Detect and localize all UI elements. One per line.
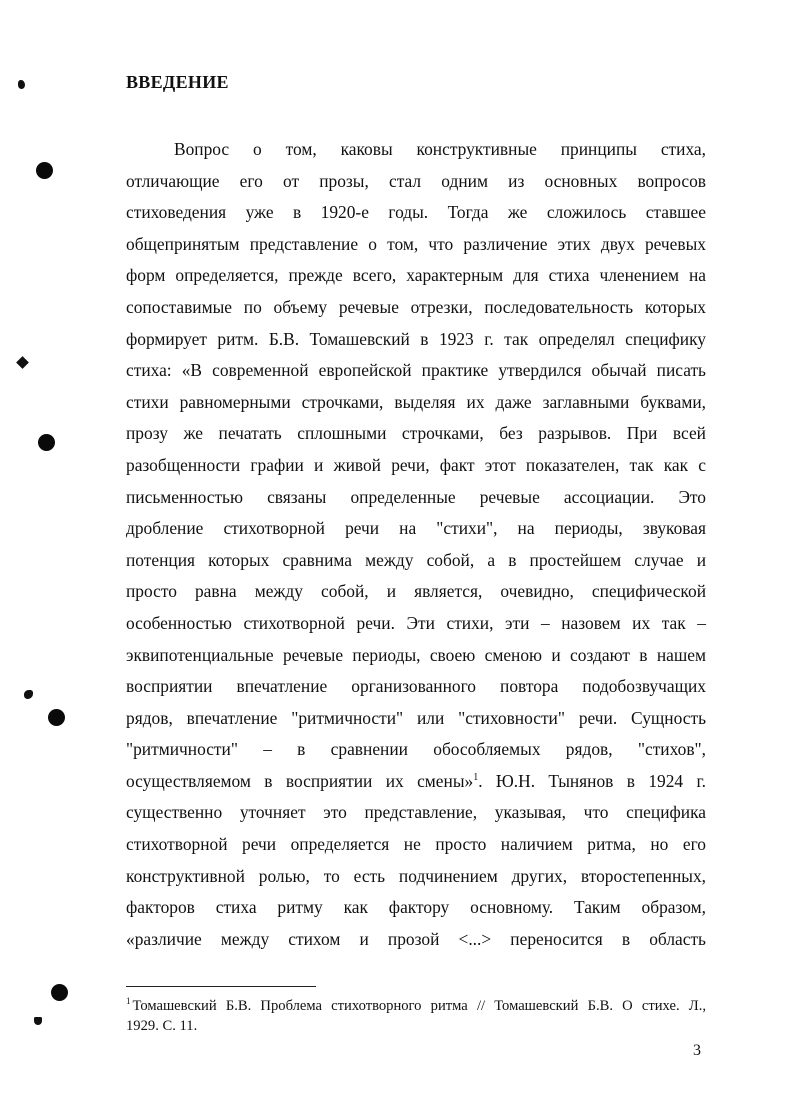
- footnote-reference-line: [126, 766, 706, 798]
- body-line: эквипотенциальные речевые периоды, своею сменою и создают в нашем: [126, 644, 706, 665]
- body-line: "ритмичности" – в сравнении обособляемых рядов, "стихов",: [126, 739, 706, 760]
- body-line: просто равна между собой, и является, очевидно, специфической: [126, 581, 706, 602]
- body-line: стихотворной речи определяется не просто наличием ритма, но его: [126, 834, 706, 855]
- scan-speck: [24, 690, 33, 699]
- body-line: конструктивной ролью, то есть подчинением других, второстепенных,: [126, 865, 706, 886]
- body-line: дробление стихотворной речи на "стихи", на периоды, звуковая: [126, 518, 706, 539]
- scan-speck: [34, 1017, 42, 1025]
- body-line: стихи равномерными строчками, выделяя их даже заглавными буквами,: [126, 391, 706, 412]
- body-line: разобщенности графии и живой речи, факт этот показателен, так как с: [126, 454, 706, 475]
- footnote-line: [126, 996, 706, 1016]
- body-line: письменностью связаны определенные речевые ассоциации. Это: [126, 486, 706, 507]
- footnote: [126, 996, 706, 1036]
- body-line: форм определяется, прежде всего, характерным для стиха членением на: [126, 265, 706, 286]
- body-line: стиховедения уже в 1920-е годы. Тогда же сложилось ставшее: [126, 202, 706, 223]
- scan-speck: [18, 80, 25, 89]
- footnote-reference-marker[interactable]: 1: [473, 771, 479, 783]
- footnote-reference-line-start: осуществляемом в восприятии их смены»: [126, 770, 474, 791]
- footnote-text: Томашевский Б.В. Проблема стихотворного ритма // Томашевский Б.В. О стихе. Л.,: [132, 998, 706, 1014]
- body-line: сопоставимые по объему речевые отрезки, последовательность которых: [126, 296, 706, 317]
- section-heading: ВВЕДЕНИЕ: [126, 72, 229, 92]
- body-line: особенностью стихотворной речи. Эти стихи, эти – назовем их так –: [126, 612, 706, 633]
- page-number: 3: [693, 1042, 701, 1059]
- body-text: [126, 134, 706, 955]
- body-line: рядов, впечатление "ритмичности" или "стиховности" речи. Сущность: [126, 707, 706, 728]
- body-line: прозу же печатать сплошными строчками, без разрывов. При всей: [126, 423, 706, 444]
- body-line: факторов стиха ритму как фактору основному. Таким образом,: [126, 897, 706, 918]
- body-line: потенция которых сравнима между собой, а в простейшем случае и: [126, 549, 706, 570]
- body-line: общепринятым представление о том, что различение этих двух речевых: [126, 233, 706, 254]
- body-line: формирует ритм. Б.В. Томашевский в 1923 г. так определял специфику: [126, 328, 706, 349]
- punch-hole: [51, 984, 68, 1001]
- body-line: стиха: «В современной европейской практике утвердился обычай писать: [126, 360, 706, 381]
- body-line: восприятии впечатление организованного повтора подобозвучащих: [126, 676, 706, 697]
- footnote-line-end: 1929. С. 11.: [126, 1018, 198, 1034]
- footnote-separator: [126, 986, 316, 987]
- footnote-marker: 1: [126, 996, 131, 1006]
- body-line: существенно уточняет это представление, указывая, что специфика: [126, 802, 706, 823]
- punch-hole: [48, 709, 65, 726]
- punch-hole: [36, 162, 53, 179]
- body-line: отличающие его от прозы, стал одним из основных вопросов: [126, 170, 706, 191]
- scan-speck: [16, 356, 29, 369]
- footnote-reference-line-end: . Ю.Н. Тынянов в 1924 г.: [478, 770, 707, 791]
- body-line: Вопрос о том, каковы конструктивные принципы стиха,: [174, 139, 706, 159]
- punch-hole: [38, 434, 55, 451]
- body-line: «различие между стихом и прозой <...> переносится в область: [126, 928, 706, 949]
